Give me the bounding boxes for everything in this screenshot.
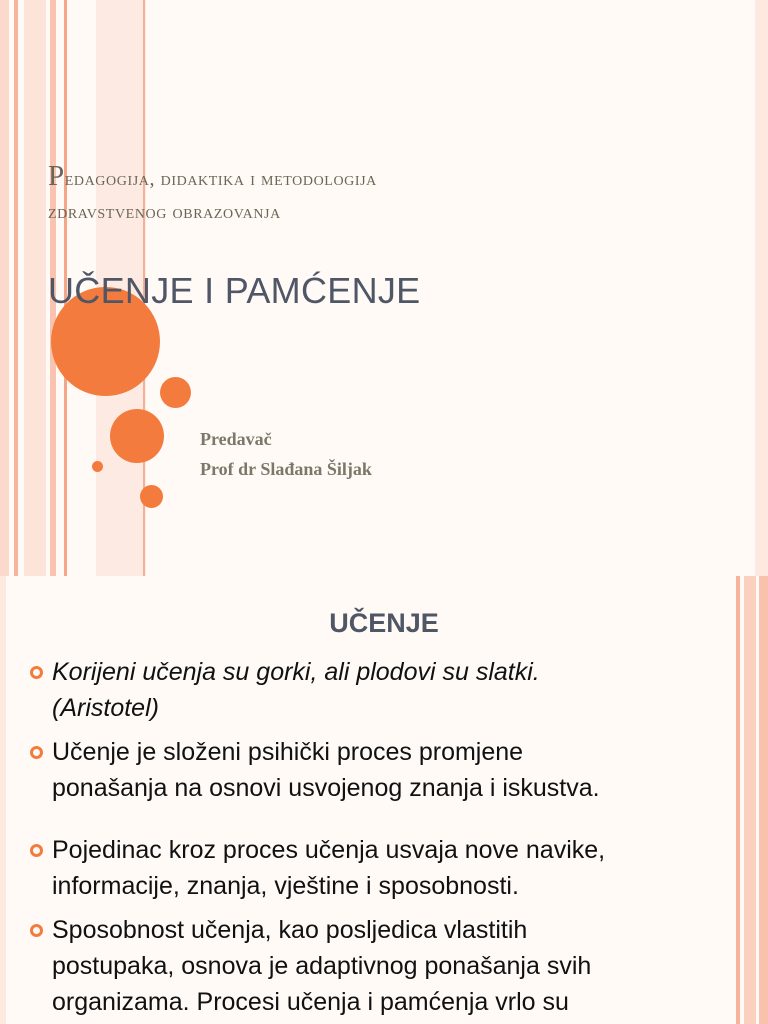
bullet-item	[30, 912, 730, 1020]
presenter-block	[200, 424, 372, 484]
bullet-ring-icon	[30, 666, 43, 679]
bullet-text: postupaka, osnova je adaptivnog ponašanja svih	[52, 952, 592, 980]
bullet-text: informacije, znanja, vještine i sposobnosti.	[52, 872, 519, 900]
course-subtitle-line1	[48, 160, 688, 196]
decor-stripe	[759, 576, 768, 1024]
bullet-text: Sposobnost učenja, kao posljedica vlastitih	[52, 916, 528, 944]
decor-stripe	[0, 0, 9, 576]
decor-circle	[110, 409, 164, 463]
decor-stripe	[24, 0, 46, 576]
bullet-text: Korijeni učenja su gorki, ali plodovi su slatki.	[52, 658, 540, 686]
decor-circle	[92, 461, 103, 472]
bullet-ring-icon	[30, 924, 43, 937]
bullet-text: organizama. Procesi učenja i pamćenja vrlo su	[52, 988, 569, 1016]
bullet-ring-icon	[30, 746, 43, 759]
decor-circle	[140, 485, 163, 508]
slide-heading: UČENJE	[329, 608, 439, 638]
bullet-list	[30, 654, 730, 1020]
presenter-label: Predavač	[200, 429, 272, 449]
course-subtitle	[48, 160, 688, 229]
decor-stripe	[755, 0, 768, 576]
subtitle-initial: P	[48, 160, 65, 192]
bullet-item	[30, 654, 730, 726]
slide-title: UČENJE I PAMĆENJE	[48, 270, 421, 311]
presenter-name: Prof dr Slađana Šiljak	[200, 459, 372, 479]
course-subtitle-line2: zdravstvenog obrazovanja	[48, 201, 281, 223]
bullet-item	[30, 734, 730, 806]
subtitle-line1-text: edagogija, didaktika i metodologija	[64, 168, 377, 190]
decor-stripe	[744, 576, 756, 1024]
bullet-text: Pojedinac kroz proces učenja usvaja nove navike,	[52, 836, 606, 864]
bullet-text: Učenje je složeni psihički proces promjene	[52, 738, 524, 766]
decor-stripe	[14, 0, 18, 576]
decor-circle	[160, 377, 191, 408]
content-slide	[0, 576, 768, 1024]
bullet-text: (Aristotel)	[52, 694, 159, 722]
decor-stripe	[736, 576, 740, 1024]
decor-stripe	[0, 576, 6, 1024]
bullet-ring-icon	[30, 844, 43, 857]
bullet-item	[30, 832, 730, 904]
bullet-text: ponašanja na osnovi usvojenog znanja i iskustva.	[52, 774, 600, 802]
